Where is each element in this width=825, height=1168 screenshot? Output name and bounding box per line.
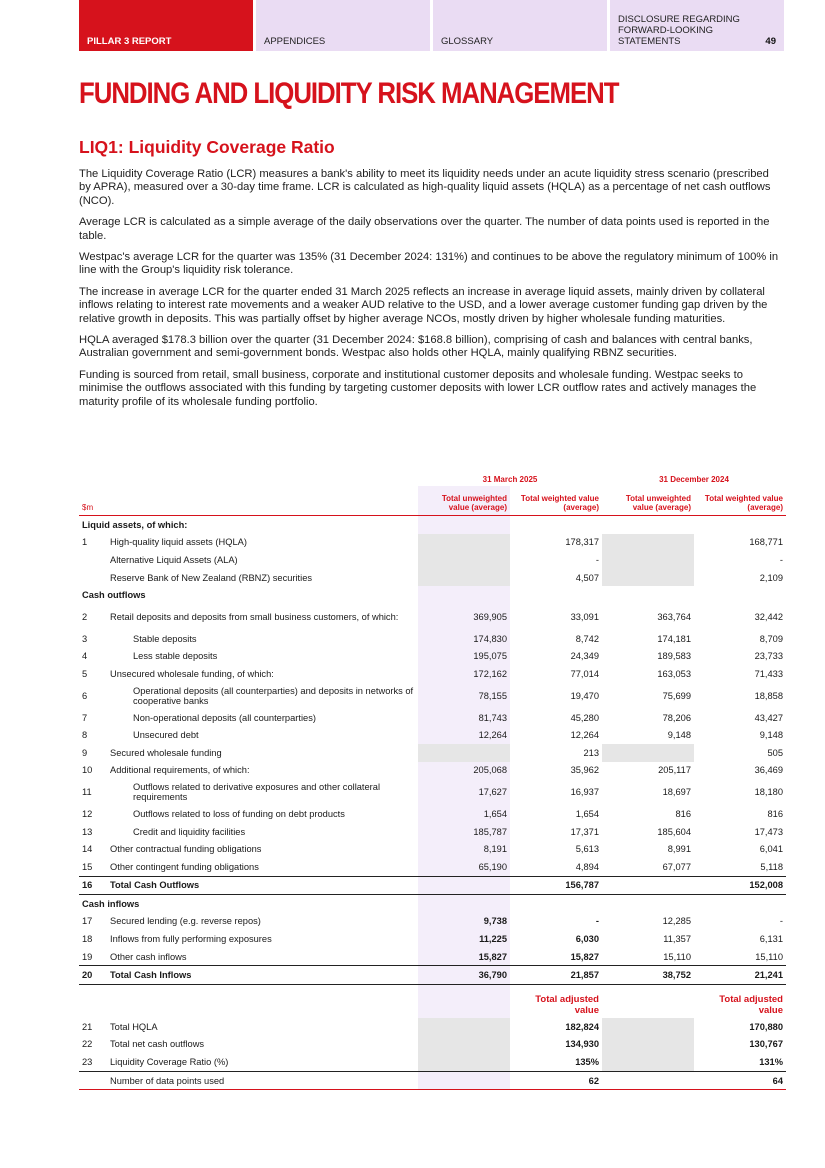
cell-value: 213 [583, 747, 599, 758]
cell-value: 9,738 [418, 913, 510, 931]
cell-value: 17,473 [754, 826, 783, 837]
row-number: 23 [82, 1057, 93, 1068]
col-header-unweighted: Total unweighted value (average) [418, 486, 510, 516]
cell-value: 36,790 [418, 966, 510, 985]
cell-value: 174,181 [657, 633, 691, 644]
row-label: Total Cash Outflows [107, 876, 418, 895]
cell-value: 24,349 [570, 651, 599, 662]
cell-value: 6,030 [575, 934, 599, 945]
table-row [79, 604, 786, 630]
row-label: Liquidity Coverage Ratio (%) [110, 1057, 229, 1068]
table-row [79, 1018, 786, 1036]
table-row [79, 1071, 786, 1090]
cell-value: 18,180 [754, 787, 783, 798]
cell-value: 15,827 [570, 951, 599, 962]
nav-tab-glossary[interactable] [433, 0, 607, 51]
body-text [79, 168, 779, 417]
row-label: Outflows related to derivative exposures and other collateral requirements [133, 782, 381, 803]
cell-value: 45,280 [570, 712, 599, 723]
cell-value: 64 [694, 1071, 786, 1090]
row-label: Unsecured debt [133, 730, 199, 741]
table-column-header [79, 486, 786, 516]
cell-value: 152,008 [694, 876, 786, 895]
row-label: Secured wholesale funding [110, 747, 222, 758]
row-number: 15 [82, 861, 93, 872]
section-row [79, 586, 786, 604]
row-number: 14 [82, 844, 93, 855]
cell-value: 189,583 [657, 651, 691, 662]
row-label: Additional requirements, of which: [110, 765, 250, 776]
cell-value: 81,743 [418, 709, 510, 727]
section-label: Cash inflows [82, 898, 140, 909]
nav-tab-forward-looking[interactable] [610, 0, 784, 51]
row-number: 20 [79, 966, 107, 985]
row-label: Outflows related to loss of funding on debt products [133, 808, 345, 819]
table-period-header [79, 472, 786, 486]
row-number: 1 [82, 537, 88, 548]
cell-value: 134,930 [565, 1039, 599, 1050]
page-number: 49 [765, 36, 776, 47]
cell-value: 43,427 [754, 712, 783, 723]
table-row [79, 913, 786, 931]
table-row [79, 630, 786, 648]
table-row [79, 930, 786, 948]
cell-value: 185,787 [418, 823, 510, 841]
cell-value: 130,767 [749, 1039, 783, 1050]
row-label: Inflows from fully performing exposures [110, 934, 272, 945]
cell-value: 369,905 [418, 604, 510, 630]
cell-value: 156,787 [510, 876, 602, 895]
row-label: Retail deposits and deposits from small business customers, of which: [110, 611, 399, 622]
total-row [79, 876, 786, 895]
cell-value: 1,654 [575, 808, 599, 819]
cell-value: 15,110 [663, 951, 691, 962]
col-header-unweighted: Total unweighted value (average) [602, 486, 694, 516]
cell-value: 1,654 [418, 805, 510, 823]
table-row [79, 551, 786, 569]
row-label: Number of data points used [107, 1071, 418, 1090]
cell-value: 4,894 [575, 861, 599, 872]
row-label: High-quality liquid assets (HQLA) [110, 537, 247, 548]
cell-value: 15,110 [755, 951, 783, 962]
cell-value: 135% [575, 1057, 599, 1068]
cell-value: 363,764 [657, 611, 691, 622]
row-number: 5 [82, 668, 88, 679]
row-label: Unsecured wholesale funding, of which: [110, 668, 274, 679]
row-number: 16 [79, 876, 107, 895]
paragraph: HQLA averaged $178.3 billion over the quarter (31 December 2024: $168.8 billion), comprising of cash and balances with central banks, Australian government and semi-government bonds. Westpac also holds other HQLA, mainly qualifying RBNZ securities. [79, 334, 753, 360]
row-label: Stable deposits [133, 633, 197, 644]
total-row [79, 966, 786, 985]
table-row [79, 726, 786, 744]
cell-value: 168,771 [749, 537, 783, 548]
page-title: FUNDING AND LIQUIDITY RISK MANAGEMENT [79, 77, 619, 110]
table-row [79, 665, 786, 683]
cell-value: - [595, 916, 599, 927]
table-row [79, 534, 786, 552]
row-label: Total net cash outflows [110, 1039, 205, 1050]
cell-value: 18,858 [754, 690, 783, 701]
cell-value: 71,433 [754, 668, 783, 679]
row-number: 4 [82, 651, 88, 662]
cell-value: 182,824 [565, 1021, 599, 1032]
row-label: Other contingent funding obligations [110, 861, 259, 872]
row-label: Operational deposits (all counterparties) and deposits in networks of cooperative banks [133, 685, 414, 706]
cell-value: 174,830 [418, 630, 510, 648]
cell-value: - [779, 554, 783, 565]
adjusted-header-row [79, 985, 786, 1019]
unit-label: $m [79, 486, 418, 516]
cell-value: 178,317 [565, 537, 599, 548]
table-row [79, 823, 786, 841]
cell-value: 170,880 [749, 1021, 783, 1032]
cell-value: 172,162 [418, 665, 510, 683]
cell-value: 18,697 [662, 787, 691, 798]
cell-value: 8,742 [575, 633, 599, 644]
cell-value: 78,155 [418, 683, 510, 709]
section-row [79, 895, 786, 913]
row-label: Total HQLA [110, 1021, 158, 1032]
row-label: Other cash inflows [110, 951, 187, 962]
section-row [79, 516, 786, 534]
cell-value: 9,148 [667, 730, 691, 741]
nav-tab-label: DISCLOSURE REGARDING FORWARD-LOOKING STATEMENTS [618, 14, 740, 47]
table-row [79, 1053, 786, 1071]
table-row [79, 683, 786, 709]
row-label: Credit and liquidity facilities [133, 826, 246, 837]
cell-value: 816 [675, 808, 691, 819]
cell-value: 77,014 [570, 668, 599, 679]
table-row [79, 805, 786, 823]
cell-value: 62 [510, 1071, 602, 1090]
cell-value: 23,733 [754, 651, 783, 662]
row-label: Alternative Liquid Assets (ALA) [110, 554, 238, 565]
table-row [79, 709, 786, 727]
col-header-weighted: Total weighted value (average) [694, 486, 786, 516]
adjusted-value-header: Total adjusted value [719, 994, 783, 1017]
liq1-table [79, 472, 786, 1090]
row-label: Non-operational deposits (all counterparties) [133, 712, 316, 723]
row-number: 19 [82, 951, 93, 962]
cell-value: 17,371 [570, 826, 599, 837]
table-row [79, 1036, 786, 1054]
cell-value: 205,068 [418, 762, 510, 780]
table-row [79, 858, 786, 876]
table-row [79, 948, 786, 966]
paragraph: Average LCR is calculated as a simple average of the daily observations over the quarter. The number of data points used is reported in the table. [79, 216, 770, 242]
cell-value: 75,699 [662, 690, 691, 701]
cell-value: 21,241 [694, 966, 786, 985]
adjusted-value-header: Total adjusted value [535, 994, 599, 1017]
table-row [79, 840, 786, 858]
row-number: 7 [82, 712, 88, 723]
row-label: Total Cash Inflows [107, 966, 418, 985]
cell-value: 185,604 [657, 826, 691, 837]
cell-value: 11,357 [663, 934, 691, 945]
period-header-dec: 31 December 2024 [659, 474, 729, 484]
row-number: 12 [82, 808, 93, 819]
section-label: Cash outflows [82, 590, 146, 601]
paragraph: Westpac's average LCR for the quarter was 135% (31 December 2024: 131%) and continues to be above the regulatory minimum of 100% in line with the Group's liquidity risk tolerance. [79, 251, 779, 277]
row-number: 17 [82, 916, 93, 927]
cell-value: 816 [767, 808, 783, 819]
cell-value: 19,470 [570, 690, 599, 701]
cell-value: 35,962 [570, 765, 599, 776]
top-navigation [79, 0, 784, 51]
cell-value: 8,191 [418, 840, 510, 858]
section-label: Liquid assets, of which: [82, 519, 188, 530]
cell-value: 16,937 [570, 787, 599, 798]
paragraph: The Liquidity Coverage Ratio (LCR) measures a bank's ability to meet its liquidity needs under an acute liquidity stress scenario (prescribed by APRA), measured over a 30-day time frame. LCR is calculated as high-quality liquid assets (HQLA) as a percentage of net cash outflows (NCO). [79, 168, 771, 207]
cell-value: 17,627 [418, 779, 510, 805]
cell-value: 33,091 [570, 611, 599, 622]
row-number: 2 [82, 611, 88, 622]
cell-value: 78,206 [662, 712, 691, 723]
cell-value: 9,148 [759, 730, 783, 741]
paragraph: Funding is sourced from retail, small business, corporate and institutional customer deposits and wholesale funding. Westpac seeks to minimise the outflows associated with this funding by targeting customer deposits with lower LCR outflow rates and actively manages the maturity profile of its wholesale funding portfolio. [79, 368, 757, 408]
cell-value: 4,507 [575, 572, 599, 583]
row-number: 11 [82, 787, 92, 798]
table-row [79, 744, 786, 762]
nav-tab-appendices[interactable] [256, 0, 430, 51]
row-number: 8 [82, 730, 88, 741]
paragraph: The increase in average LCR for the quarter ended 31 March 2025 reflects an increase in average liquid assets, mainly driven by collateral inflows relating to interest rate movements and a weaker AUD relative to the USD, and a lower average customer funding gap driven by the relative growth in deposits. This was partially offset by higher average NCOs, mostly driven by higher wholesale funding maturities. [79, 285, 768, 325]
row-number: 21 [82, 1021, 93, 1032]
nav-tab-pillar3-report[interactable] [79, 0, 253, 51]
row-number: 18 [82, 934, 93, 945]
table-row [79, 779, 786, 805]
row-number: 22 [82, 1039, 93, 1050]
row-label: Other contractual funding obligations [110, 844, 262, 855]
row-number: 3 [82, 633, 88, 644]
cell-value: 2,109 [759, 572, 783, 583]
cell-value: 6,041 [759, 844, 783, 855]
row-number: 6 [82, 690, 88, 701]
cell-value: 67,077 [662, 861, 691, 872]
col-header-weighted: Total weighted value (average) [510, 486, 602, 516]
cell-value: 195,075 [418, 648, 510, 666]
cell-value: 6,131 [759, 934, 783, 945]
cell-value: 12,285 [662, 916, 691, 927]
cell-value: - [595, 554, 599, 565]
row-number: 10 [82, 765, 93, 776]
cell-value: - [779, 916, 783, 927]
table-row [79, 569, 786, 587]
row-label: Reserve Bank of New Zealand (RBNZ) securities [110, 572, 313, 583]
cell-value: 36,469 [754, 765, 783, 776]
cell-value: 38,752 [602, 966, 694, 985]
cell-value: 8,991 [667, 844, 691, 855]
table-row [79, 648, 786, 666]
row-label: Less stable deposits [133, 651, 218, 662]
cell-value: 12,264 [418, 726, 510, 744]
row-label: Secured lending (e.g. reverse repos) [110, 916, 261, 927]
nav-tab-label: GLOSSARY [441, 36, 494, 47]
period-header-mar: 31 March 2025 [482, 474, 538, 484]
cell-value: 505 [767, 747, 783, 758]
cell-value: 8,709 [759, 633, 783, 644]
cell-value: 5,613 [575, 844, 599, 855]
cell-value: 65,190 [418, 858, 510, 876]
row-number: 13 [82, 826, 93, 837]
row-number: 9 [82, 747, 88, 758]
cell-value: 11,225 [418, 930, 510, 948]
nav-tab-label: PILLAR 3 REPORT [87, 36, 172, 47]
cell-value: 12,264 [570, 730, 599, 741]
cell-value: 21,857 [510, 966, 602, 985]
section-title: LIQ1: Liquidity Coverage Ratio [79, 137, 335, 157]
cell-value: 163,053 [657, 668, 691, 679]
cell-value: 131% [759, 1057, 783, 1068]
nav-tab-label: APPENDICES [264, 36, 326, 47]
table-row [79, 762, 786, 780]
cell-value: 205,117 [658, 765, 691, 776]
cell-value: 5,118 [760, 861, 783, 872]
cell-value: 32,442 [754, 611, 783, 622]
cell-value: 15,827 [418, 948, 510, 966]
